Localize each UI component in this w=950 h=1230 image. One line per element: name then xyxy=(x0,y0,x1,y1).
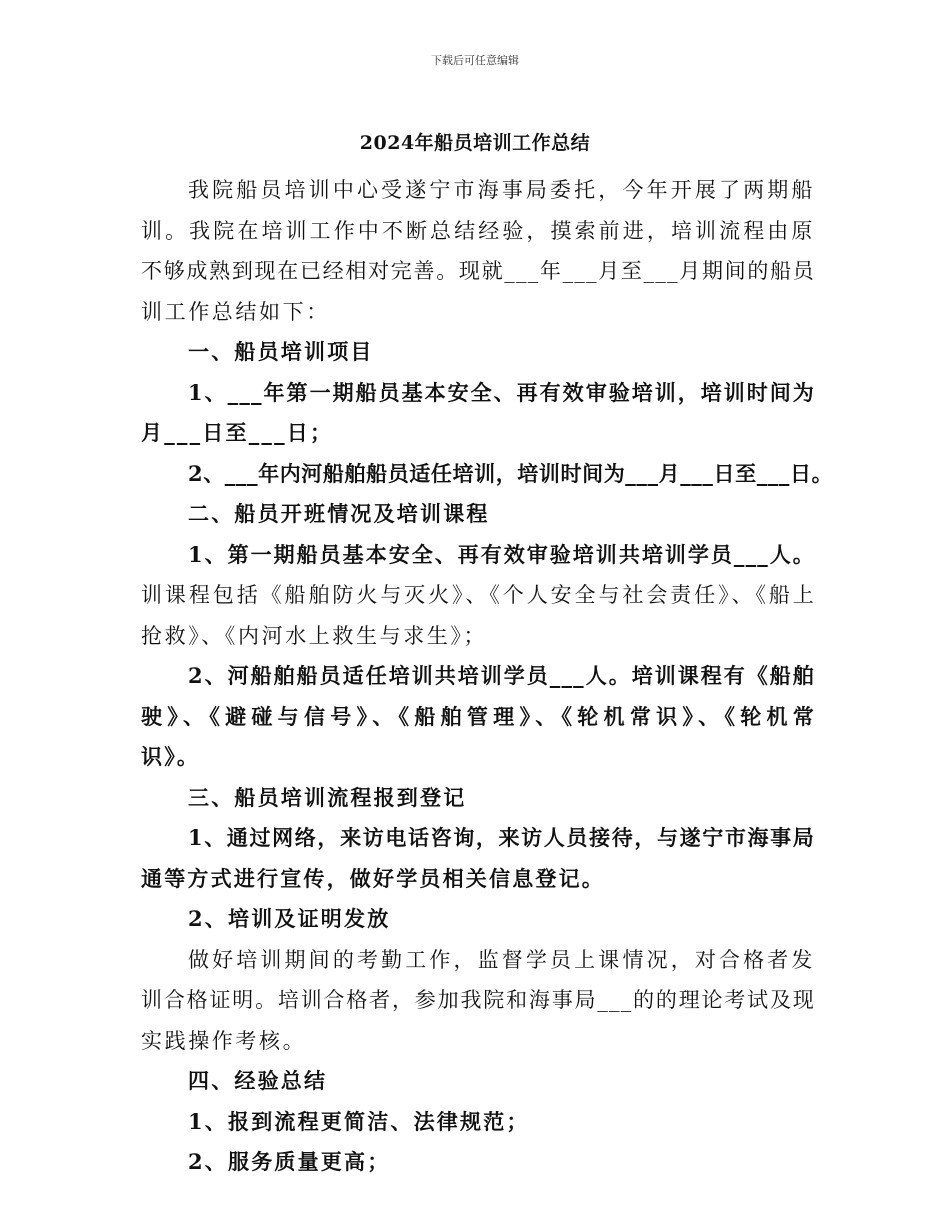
body-line: 1、通过网络，来访电话咨询，来访人员接待，与遂宁市海事局 xyxy=(188,825,815,850)
section-heading: 三、船员培训流程报到登记 xyxy=(188,784,467,810)
body-line: 训。我院在培训工作中不断总结经验，摸索前进，培训流程由原 xyxy=(141,218,815,243)
body-line: 1、___年第一期船员基本安全、再有效审验培训，培训时间为 xyxy=(188,379,815,405)
body-line: 不够成熟到现在已经相对完善。现就___年___月至___月期间的船员 xyxy=(141,259,815,283)
body-line: 抢救》、《内河水上救生与求生》； xyxy=(141,623,488,648)
section-heading: 四、经验总结 xyxy=(188,1068,328,1093)
header-note: 下载后可任意编辑 xyxy=(431,54,519,67)
body-line: 训合格证明。培训合格者，参加我院和海事局___的的理论考试及现 xyxy=(141,988,815,1012)
body-line: 1、第一期船员基本安全、再有效审验培训共培训学员___人。 xyxy=(188,541,815,567)
body-line: 驶》、《避碰与信号》、《船舶管理》、《轮机常识》、《轮机常 xyxy=(141,703,815,729)
body-line: 通等方式进行宣传，做好学员相关信息登记。 xyxy=(141,865,605,891)
body-line: 识》。 xyxy=(141,744,201,769)
body-line: 1、报到流程更简洁、法律规范； xyxy=(188,1108,530,1134)
body-line: 月___日至___日； xyxy=(141,420,334,445)
body-line: 训课程包括《船舶防火与灭火》、《个人安全与社会责任》、《船上 xyxy=(141,583,815,607)
body-line: 我院船员培训中心受遂宁市海事局委托，今年开展了两期船 xyxy=(188,178,815,202)
section-heading: 二、船员开班情况及培训课程 xyxy=(188,501,490,526)
body-line: 2、___年内河船舶船员适任培训，培训时间为___月___日至___日。 xyxy=(188,460,834,486)
section-heading: 一、船员培训项目 xyxy=(188,339,374,364)
body-line: 实践操作考核。 xyxy=(141,1028,307,1053)
page-title: 2024年船员培训工作总结 xyxy=(359,132,591,154)
body-line: 2、服务质量更高； xyxy=(188,1149,391,1174)
document-body xyxy=(141,170,834,1183)
section-heading: 2、培训及证明发放 xyxy=(188,906,391,931)
body-line: 2、河船舶船员适任培训共培训学员___人。培训课程有《船舶 xyxy=(188,663,815,688)
body-line: 做好培训期间的考勤工作，监督学员上课情况，对合格者发 xyxy=(188,947,815,972)
body-line: 训工作总结如下： xyxy=(141,299,330,324)
